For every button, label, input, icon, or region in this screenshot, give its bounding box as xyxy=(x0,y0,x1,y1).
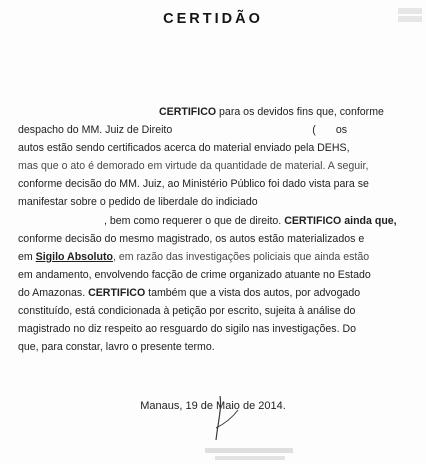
text-segment: os xyxy=(335,124,348,137)
document-title: CERTIDÃO xyxy=(163,11,263,27)
paragraph-line: magistrado no diz respeito ao resguardo do sigilo nas investigações. Do xyxy=(18,323,357,336)
paragraph-line: que, para constar, lavro o presente termo. xyxy=(18,341,215,354)
paragraph-line xyxy=(18,121,406,139)
text-segment: despacho do MM. Juiz de Direito xyxy=(18,124,173,137)
text-segment: , em razão das investigações policiais que ainda estão xyxy=(112,250,370,263)
sigilo-absoluto-text: Sigilo Absoluto xyxy=(35,250,113,263)
text-segment: , bem como requerer o que de direito. xyxy=(104,214,285,227)
paragraph-line xyxy=(18,212,406,230)
text-segment: também que a vista dos autos, por advogado xyxy=(145,286,361,299)
date-line: Manaus, 19 de Maio de 2014. xyxy=(140,400,286,412)
certifico-keyword: CERTIFICO xyxy=(284,214,342,227)
text-segment: para os devidos fins que, conforme xyxy=(216,106,384,118)
paragraph-line: autos estão sendo certificados acerca do material enviado pela DEHS, xyxy=(18,142,350,155)
paragraph-line: mas que o ato é demorado em virtude da quantidade de material. A seguir, xyxy=(18,160,369,173)
paragraph-line: conforme decisão do MM. Juiz, ao Ministério Público foi dado vista para se xyxy=(18,178,369,191)
text-segment: ( xyxy=(312,124,316,137)
text-segment: do Amazonas. xyxy=(18,286,89,299)
paragraph-line: conforme decisão do mesmo magistrado, os autos estão materializados e xyxy=(18,232,365,245)
text-segment: em xyxy=(18,250,36,263)
certificate-body xyxy=(18,103,406,356)
signature-mark xyxy=(190,388,260,448)
certifico-keyword: CERTIFICO xyxy=(159,106,217,118)
paragraph-line: em andamento, envolvendo facção de crime organizado atuante no Estado xyxy=(18,268,371,281)
text-segment: ainda que, xyxy=(341,214,397,227)
paragraph-line xyxy=(18,103,406,121)
certifico-keyword: CERTIFICO xyxy=(88,286,146,299)
paragraph-line xyxy=(18,248,406,266)
paragraph-line: constituído, está condicionada à petição por escrito, sujeita à análise do xyxy=(18,305,356,318)
paragraph-line xyxy=(18,284,406,302)
stamp-mark xyxy=(205,446,295,464)
paragraph-line: manifestar sobre o pedido de liberdale do indiciado xyxy=(18,196,258,209)
